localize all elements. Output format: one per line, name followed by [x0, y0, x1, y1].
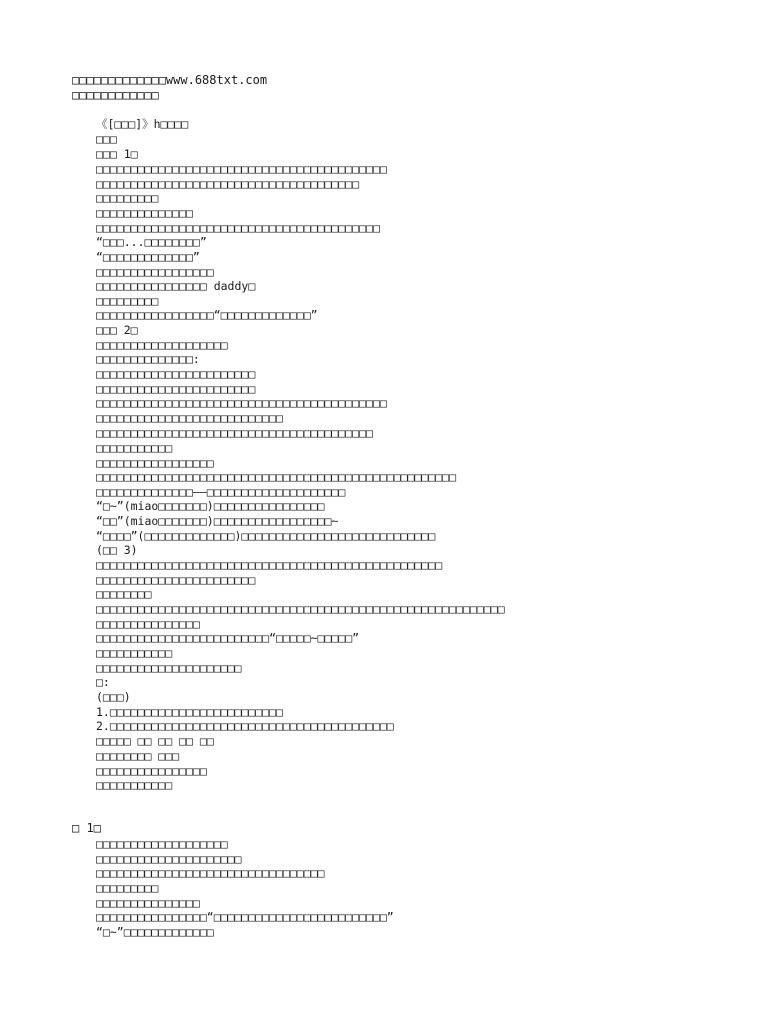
text-line: □□□□□□□□□: [96, 881, 159, 895]
text-line: □□□□□□□□□□□□□□: [96, 206, 193, 220]
text-line: □□□□□□□□□□□□□□□□□□□: [96, 338, 228, 352]
text-line: □□□□□□□□: [96, 587, 152, 601]
text-line: □□□□□□□□□□□□□□□□□□□□□□□□□□□□□□□□□□□□□□□□□□□□□□□□□□: [96, 558, 443, 572]
dialogue-line: “□~”(miao□□□□□□□)□□□□□□□□□□□□□□□□: [96, 499, 325, 513]
text-line: □□□□□□□□□□□□□□□□: [96, 764, 207, 778]
numbered-item: 1.□□□□□□□□□□□□□□□□□□□□□□□□□: [96, 705, 283, 719]
book-title: 《[□□□]》h□□□□: [96, 117, 189, 131]
text-line: □□□□□□□□□□□□□□——□□□□□□□□□□□□□□□□□□□□: [96, 485, 346, 499]
dialogue-line: □□□□□□□□□□□□□□□□“□□□□□□□□□□□□□□□□□□□□□□□□□”: [96, 910, 394, 924]
text-line: □□□□□□□□□□□□□□□□□□□□□□□□□□□□□□□□□□□□□□□□□□□□□□□□□□□□: [96, 470, 457, 484]
dialogue-line: “□□□...□□□□□□□□”: [96, 235, 207, 249]
text-line: □□□□□□□□□□□□□□□□□□□□□□□□□□□□□□□□□□□□□□□□□□: [96, 396, 387, 410]
text-line: □□□□□□□□□□□□□□□□□□□□□□□: [96, 382, 256, 396]
chapter-heading: □□□ 1□: [96, 147, 138, 161]
text-line: □□□□□□□□ □□□: [96, 749, 180, 763]
text-line: □:: [96, 675, 110, 689]
text-line: □□□□□□□□□: [96, 294, 159, 308]
text-line: □□□□□□□□□□□□□□□□□□□□□□□: [96, 367, 256, 381]
text-line: □□□□□□□□□□□□□□□□□□□□□□□□□□□□□□□□□□□□□□□□□□□□□□□□□□□□□□□□□□□: [96, 602, 505, 616]
text-line: □□□□□□□□□□□□□□□□□: [96, 265, 214, 279]
text-line: □□□□□□□□□□□□□□□: [96, 617, 200, 631]
text-line: □□□□□□□□□□□: [96, 778, 173, 792]
text-line: □□□□□□□□□□□□□□□□□□□□□□□□□□□□□□□□□□□□□□□□□□: [96, 162, 387, 176]
header-subline: □□□□□□□□□□□□: [72, 88, 159, 102]
text-line: □□□□□□□□□: [96, 191, 159, 205]
text-line: □□□□□□□□□□□□□□□□□□□□□□□: [96, 573, 256, 587]
text-line: □□□□□□□□□□□□□□□□□□□□□□□□□□□□□□□□□□□□□□: [96, 177, 360, 191]
text-line: □□□□□□□□□□□□□□□□□□□□□□□□□□□□□□□□□: [96, 866, 325, 880]
chapter-heading: □□□ 2□: [96, 323, 138, 337]
text-line: □□□□□□□□□□□: [96, 646, 173, 660]
dialogue-line: □□□□□□□□□□□□□□□□□“□□□□□□□□□□□□□”: [96, 308, 318, 322]
dialogue-line: “□□”(miao□□□□□□□)□□□□□□□□□□□□□□□□□~: [96, 514, 339, 528]
numbered-item: 2.□□□□□□□□□□□□□□□□□□□□□□□□□□□□□□□□□□□□□□□□□: [96, 719, 394, 733]
dialogue-line: “□□□□□□□□□□□□□”: [96, 250, 200, 264]
text-line: □□□□□□□□□□□□□□□□□: [96, 456, 214, 470]
text-line: □□□□□□□□□□□□□□□□□□□□□: [96, 661, 242, 675]
section-heading: □ 1□: [72, 821, 101, 835]
text-line: (□□□): [96, 690, 131, 704]
dialogue-line: “□~”□□□□□□□□□□□□□: [96, 925, 214, 939]
dialogue-line: “□□□□”(□□□□□□□□□□□□□)□□□□□□□□□□□□□□□□□□□□□□□□□□□□: [96, 529, 436, 543]
text-line: □□□□□□□□□□□□□□□□□□□□□□□□□□□: [96, 411, 283, 425]
text-line: □□□□□□□□□□□□□□□□□□□: [96, 837, 228, 851]
text-line: □□□: [96, 132, 117, 146]
text-line: □□□□□□□□□□□□□□□□□□□□□: [96, 852, 242, 866]
source-site-line: □□□□□□□□□□□□□www.688txt.com: [72, 73, 268, 87]
text-line: □□□□□□□□□□□□□□:: [96, 352, 200, 366]
dialogue-line: □□□□□□□□□□□□□□□□□□□□□□□□□“□□□□□~□□□□□”: [96, 631, 360, 645]
text-line: □□□□□□□□□□□: [96, 441, 173, 455]
text-line: □□□□□□□□□□□□□□□□□□□□□□□□□□□□□□□□□□□□□□□□□: [96, 221, 380, 235]
chapter-heading: (□□ 3): [96, 543, 138, 557]
text-line: □□□□□□□□□□□□□□□□□□□□□□□□□□□□□□□□□□□□□□□□: [96, 426, 373, 440]
text-line: □□□□□□□□□□□□□□□□ daddy□: [96, 279, 256, 293]
text-line: □□□□□ □□ □□ □□ □□: [96, 734, 214, 748]
text-line: □□□□□□□□□□□□□□□: [96, 896, 200, 910]
